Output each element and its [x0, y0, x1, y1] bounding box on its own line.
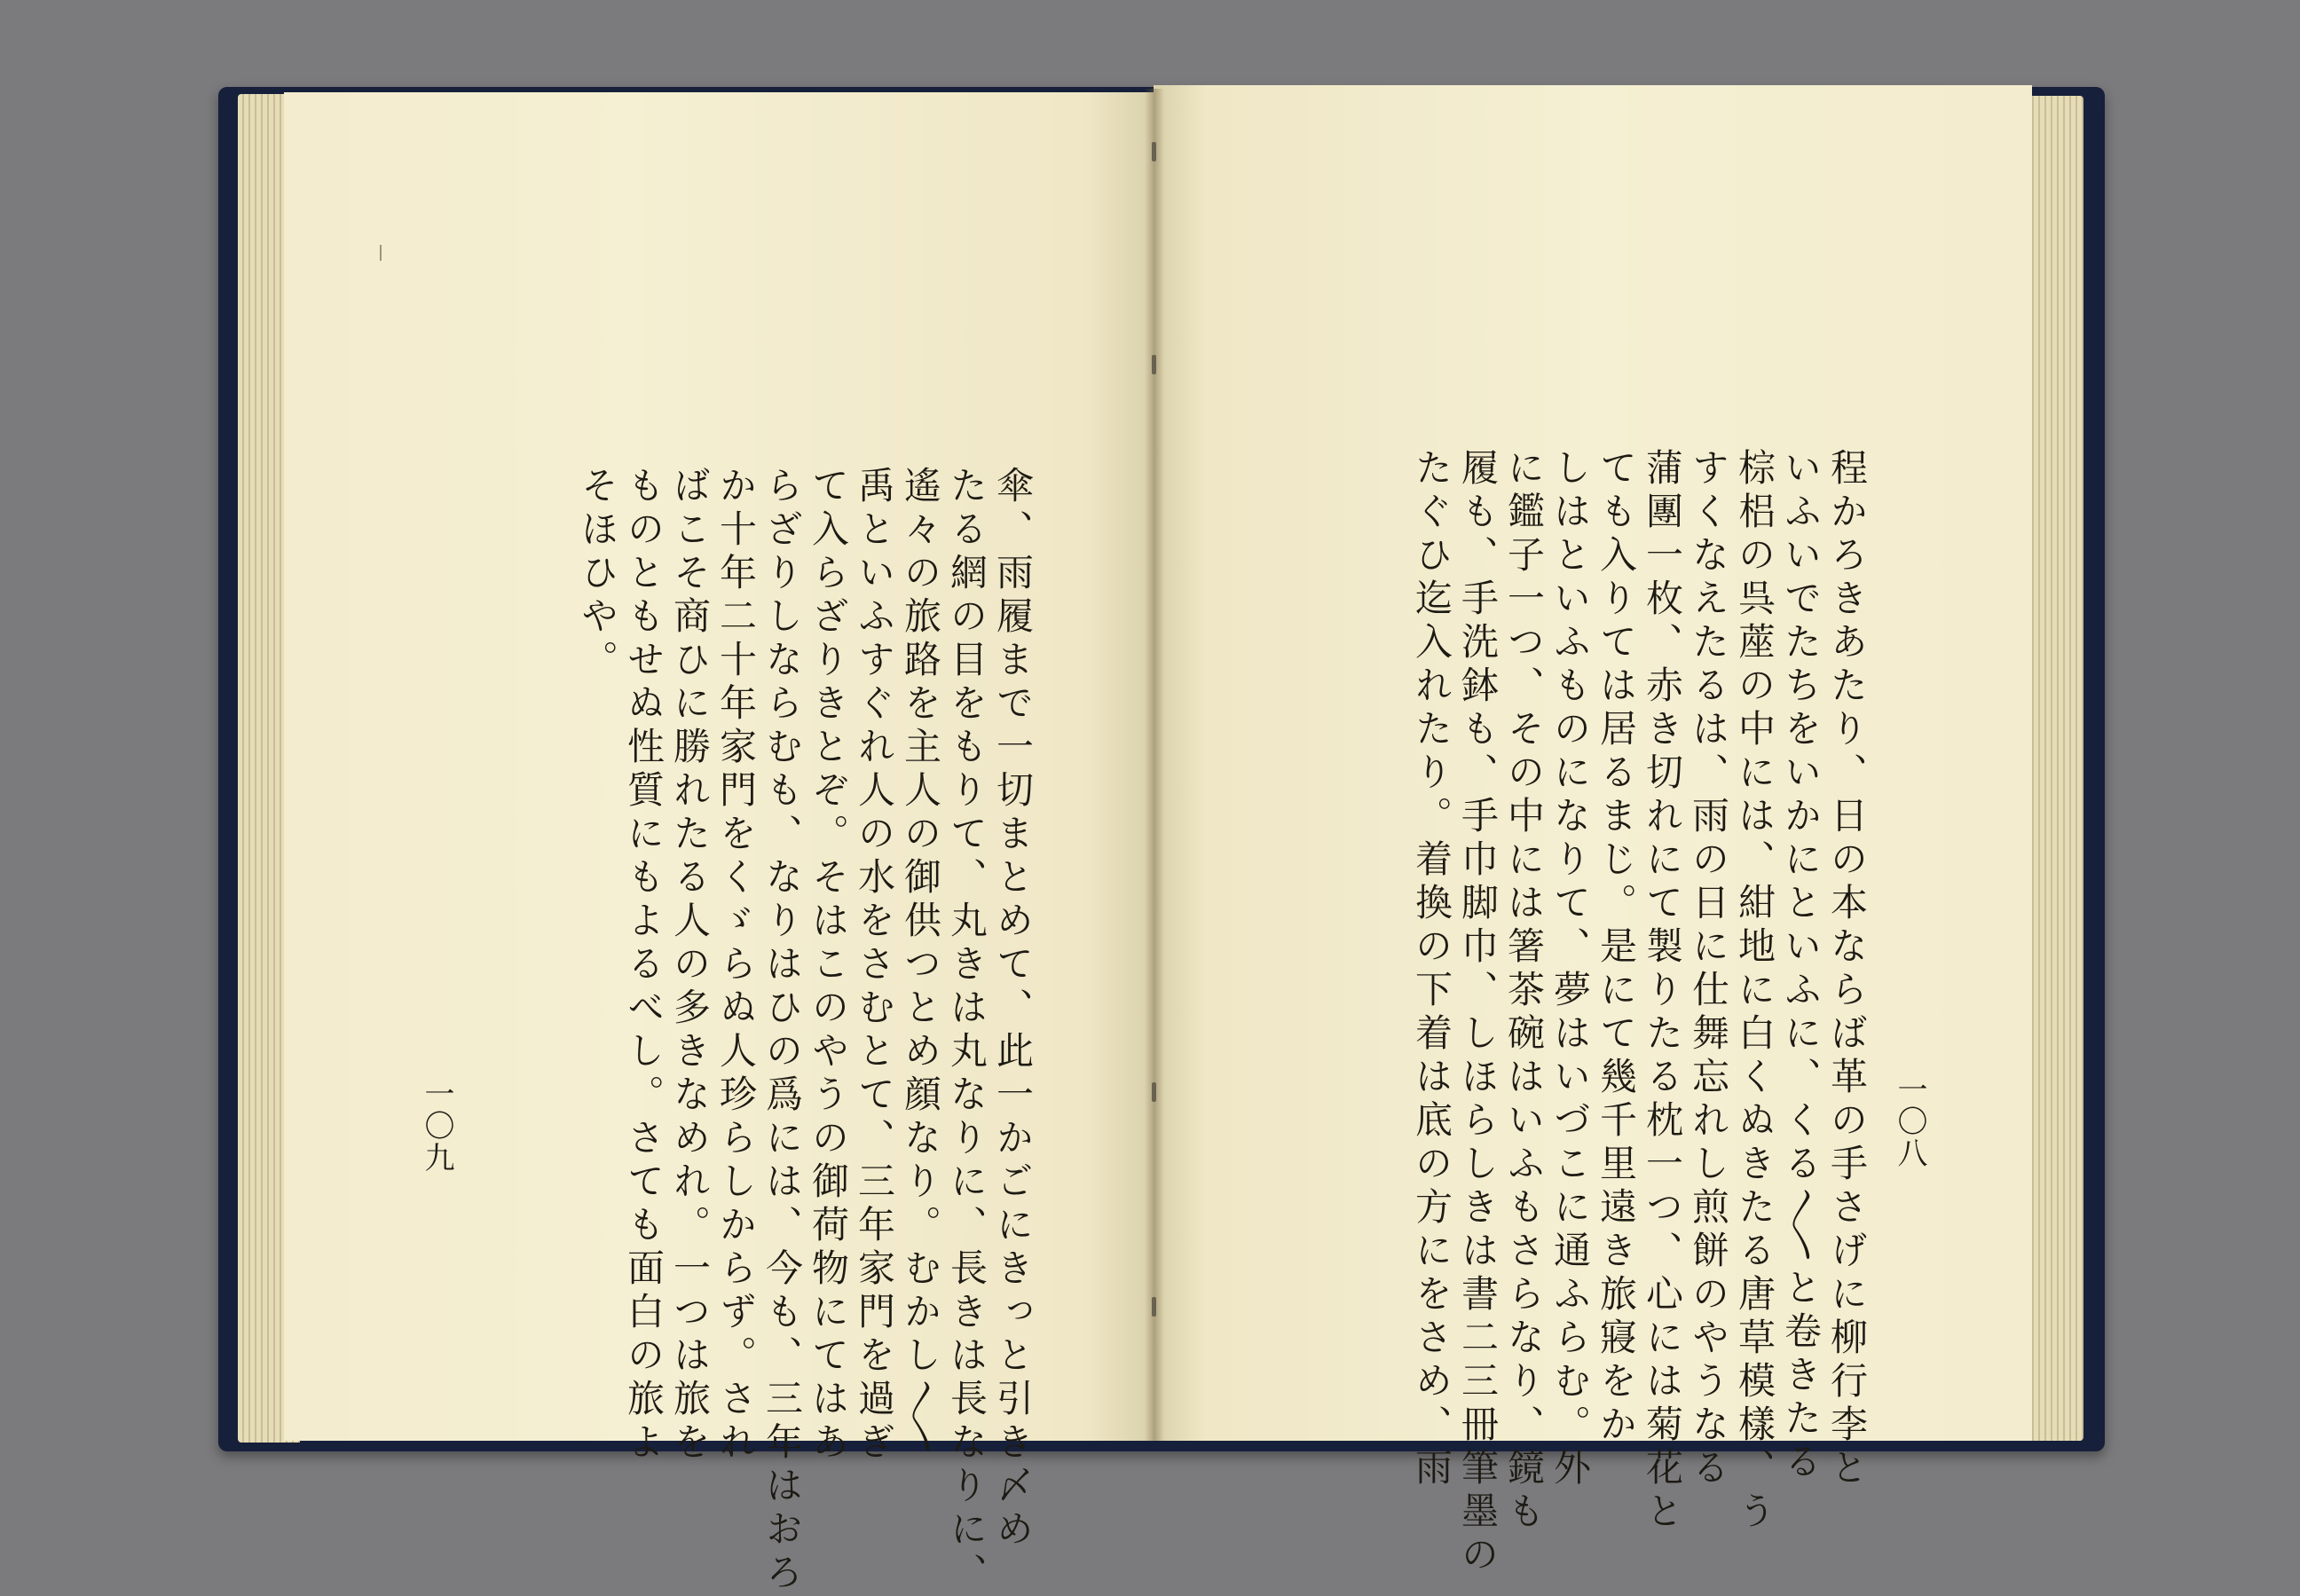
binding-stitch [1152, 1082, 1156, 1102]
left-page-body-text: 傘、雨履まで一切まとめて、此一かごにきっと引き〆め たる網の目をもりて、丸きは丸なりに、長きは長なりに、 遙々の旅路を主人の御供つとめ顔なり。むかし〳〵 禹といふすぐれ人の水をさむとて、三年家門を過ぎ て入らざりきとぞ。そはこのやうの御荷物にてはあ らざりしならむも、なりはひの爲には、今も、三年はおろ か十年二十年家門をくゞらぬ人珍らしからず。され ばこそ商ひに勝れたる人の多きなめれ。一つは旅を ものともせぬ性質にもよるべし。さても面白の旅よ そほひや。 [576, 466, 1035, 1596]
page-mark [380, 245, 382, 261]
binding-stitch [1152, 142, 1156, 161]
right-page-number: 一〇八 [1892, 1073, 1927, 1169]
left-page-number: 一〇九 [419, 1078, 454, 1174]
right-page-body-text: 程かろきあたり、日の本ならば革の手さげに柳行李と いふいでたちをいかにといふに、くる〳〵と卷きたる 棕梠の呉蓙の中には、紺地に白くぬきたる唐草模樣、う すくなえたるは、雨の日に仕舞忘れし煎餅のやうなる 蒲團一枚、赤き切れにて製りたる枕一つ、心には菊花と ても入りては居るまじ。是にて幾千里遠き旅寢をか しはといふものになりて、夢はいづこに通ふらむ。外 に鑑子一つ、その中には箸茶碗はいふもさらなり、鏡も 履も、手洗鉢も、手巾脚巾、しほらしきは書二三冊筆墨の たぐひ迄入れたり。着換の下着は底の方にをさめ、雨 [1410, 448, 1869, 1578]
book-gutter [1145, 89, 1164, 1441]
binding-stitch [1152, 1297, 1156, 1317]
binding-stitch [1152, 355, 1156, 374]
